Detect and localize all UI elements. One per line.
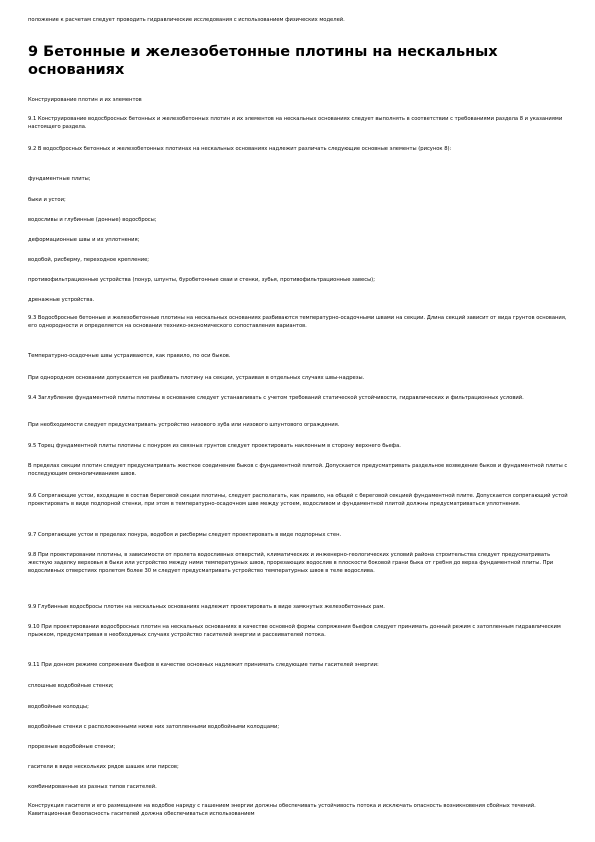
list-item: водобойные колодцы; [28, 704, 89, 710]
paragraph: 9.8 При проектировании плотины, в зависимости от пролета водосливных отверстий, климатических и инженерно-геологических условий района строительства следует предусматривать жесткую заделку верховья в быки или устройство между ними температурных швов, прорезающих водослив в плоскости боковой грани быка от гребня до верха фундаментной плиты. При водосливных отверстиях пролетом более 30 м следует предусматривать устройство температурных швов в теле водослива. [28, 552, 554, 574]
paragraph: 9.2 В водосбросных бетонных и железобетонных плотинах на нескальных основаниях надлежит различать следующие основные элементы (рисунок 8): [28, 146, 452, 152]
paragraph: 9.7 Сопрягающие устои в пределах понура, водобоя и рисбермы следует проектировать в виде подпорных стен. [28, 532, 342, 538]
subsection-title: Конструирование плотин и их элементов [28, 97, 142, 103]
paragraph: Температурно-осадочные швы устраиваются, как правило, по оси быков. [28, 353, 231, 359]
paragraph: 9.5 Торец фундаментной плиты плотины с понуром из связных грунтов следует проектировать наклонным в сторону верхнего бьефа. [28, 443, 401, 449]
list-item: сплошные водобойные стенки; [28, 683, 114, 689]
list-item: быки и устои; [28, 197, 66, 203]
list-item: деформационные швы и их уплотнения; [28, 237, 140, 243]
section-heading: 9 Бетонные и железобетонные плотины на нескальных основаниях [28, 44, 498, 78]
list-item: дренажные устройства. [28, 297, 95, 303]
list-item: водобой, рисберму, переходное крепление; [28, 257, 150, 263]
list-item: водобойные стенки с расположенными ниже них затопленными водобойными колодцами; [28, 724, 280, 730]
paragraph: 9.3 Водосбросные бетонные и железобетонные плотины на нескальных основаниях разбиваются температурно-осадочными швами на секции. Длина секций зависит от вида грунтов основания, его однородности и определяется на основании технико-экономического сопоставления вариантов. [28, 315, 567, 329]
paragraph: 9.11 При донном режиме сопряжения бьефов в качестве основных надлежит принимать следующие типы гасителей энергии: [28, 662, 379, 668]
list-item: прорезные водобойные стенки; [28, 744, 116, 750]
paragraph: 9.9 Глубинные водосбросы плотин на нескальных основаниях надлежит проектировать в виде замкнутых железобетонных рам. [28, 604, 385, 610]
paragraph: При необходимости следует предусматривать устройство низового зуба или низового шпунтового ограждения. [28, 422, 340, 428]
paragraph: Конструкция гасителя и его размещение на водобое наряду с гашением энергии должны обеспечивать устойчивость потока и исключать опасность возникновения сбойных течений. Кавитационная безопасность гасителей должна обеспечиваться использованием [28, 803, 536, 817]
paragraph: 9.6 Сопрягающие устои, входящие в состав береговой секции плотины, следует располагать, как правило, на общей с береговой секцией фундаментной плите. Допускается сопрягающий устой проектировать в виде подпорной стенки, при этом в температурно-осадочном шве между устоем, водосливом и фундаментной плитой должны предусматриваться уплотнения. [28, 493, 568, 507]
list-item: комбинированные из разных типов гасителей. [28, 784, 157, 790]
top-text-line: положение к расчетам следует проводить гидравлические исследования с использованием физических моделей. [28, 17, 345, 23]
list-item: противофильтрационные устройства (понур, шпунты, буробетонные сваи и стенки, зубья, противофильтрационные завесы); [28, 277, 375, 283]
list-item: водосливы и глубинные (донные) водосбросы; [28, 217, 157, 223]
paragraph: 9.10 При проектировании водосбросных плотин на нескальных основаниях в качестве основной формы сопряжения бьефов следует принимать донный режим с затопленным гидравлическим прыжком, предусматривая в необходимых случаях устройство гасителей энергии и рассеивателей потока. [28, 624, 561, 638]
paragraph: 9.4 Заглубление фундаментной плиты плотины в основание следует устанавливать с учетом требований статической устойчивости, гидравлических и фильтрационных условий. [28, 395, 524, 401]
paragraph: В пределах секции плотин следует предусматривать жесткое соединение быков с фундаментной плитой. Допускается предусматривать раздельное возведение быков и фундаментной плиты с последующим омоноличиванием швов. [28, 463, 568, 477]
paragraph: 9.1 Конструирование водосбросных бетонных и железобетонных плотин и их элементов на нескальных основаниях следует выполнять в соответствии с требованиями раздела 8 и указаниями настоящего раздела. [28, 116, 563, 130]
list-item: гасители в виде нескольких рядов шашек или пирсов; [28, 764, 179, 770]
paragraph: При однородном основании допускается не разбивать плотину на секции, устраивая в отдельных случаях швы-надрезы. [28, 375, 365, 381]
list-item: фундаментные плиты; [28, 176, 91, 182]
